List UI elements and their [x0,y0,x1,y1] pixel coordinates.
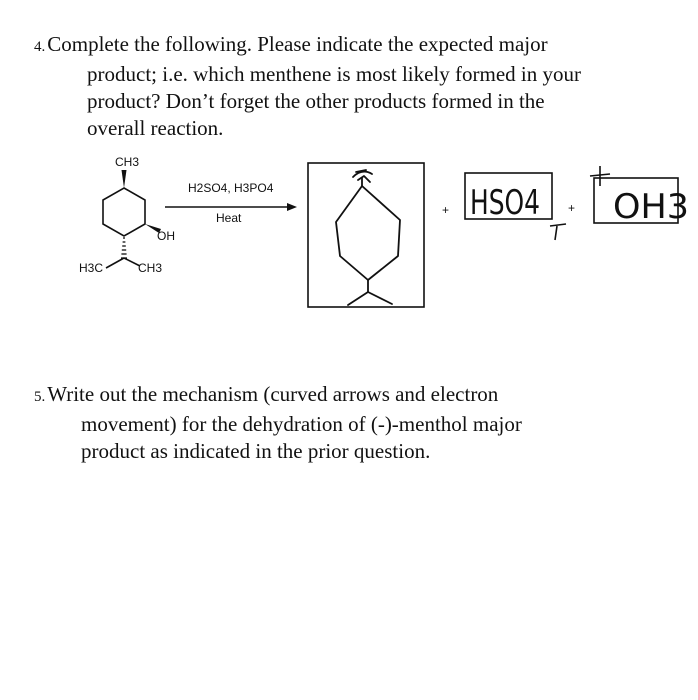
question-4-line-4: overall reaction. [87,116,224,140]
wedge-bond-top [122,170,127,188]
cyclohexane-ring [103,188,145,236]
label-right-ch3: CH3 [138,261,163,275]
hso4-text: HSO4 [470,183,540,223]
question-5-line-2: movement) for the dehydration of (-)-menthol major [81,412,522,436]
hydronium-text: OH3 [613,187,689,227]
plus-charge-mark [590,166,610,186]
label-oh: OH [157,229,175,243]
question-4-line-3: product? Don’t forget the other products formed in the [87,89,545,113]
question-4-number: 4. [34,39,46,55]
isopropyl-bond-left [106,258,124,268]
hashed-bond-isopropyl [121,238,127,258]
question-5 [34,381,674,465]
question-5-number: 5. [34,389,46,405]
label-top-ch3: CH3 [115,155,140,169]
question-5-line-1 [34,381,674,411]
question-4-line-2: product; i.e. which menthene is most likely formed in your [87,62,581,86]
plus-sign-1: + [442,203,450,217]
menthol-structure [103,170,161,268]
minus-charge-mark [550,224,566,240]
reagents-label: H2SO4, H3PO4 [188,181,274,195]
product-box [308,163,424,307]
question-4-text-1: Complete the following. Please indicate the expected major [47,32,548,56]
question-5-line-3: product as indicated in the prior question. [81,439,431,463]
handwritten-alkene-drawing [336,170,400,305]
plus-sign-2: + [568,201,576,215]
label-h3c: H3C [79,261,104,275]
question-5-text-1: Write out the mechanism (curved arrows and electron [47,382,499,406]
reaction-arrow-head [287,203,297,211]
heat-label: Heat [216,211,242,225]
